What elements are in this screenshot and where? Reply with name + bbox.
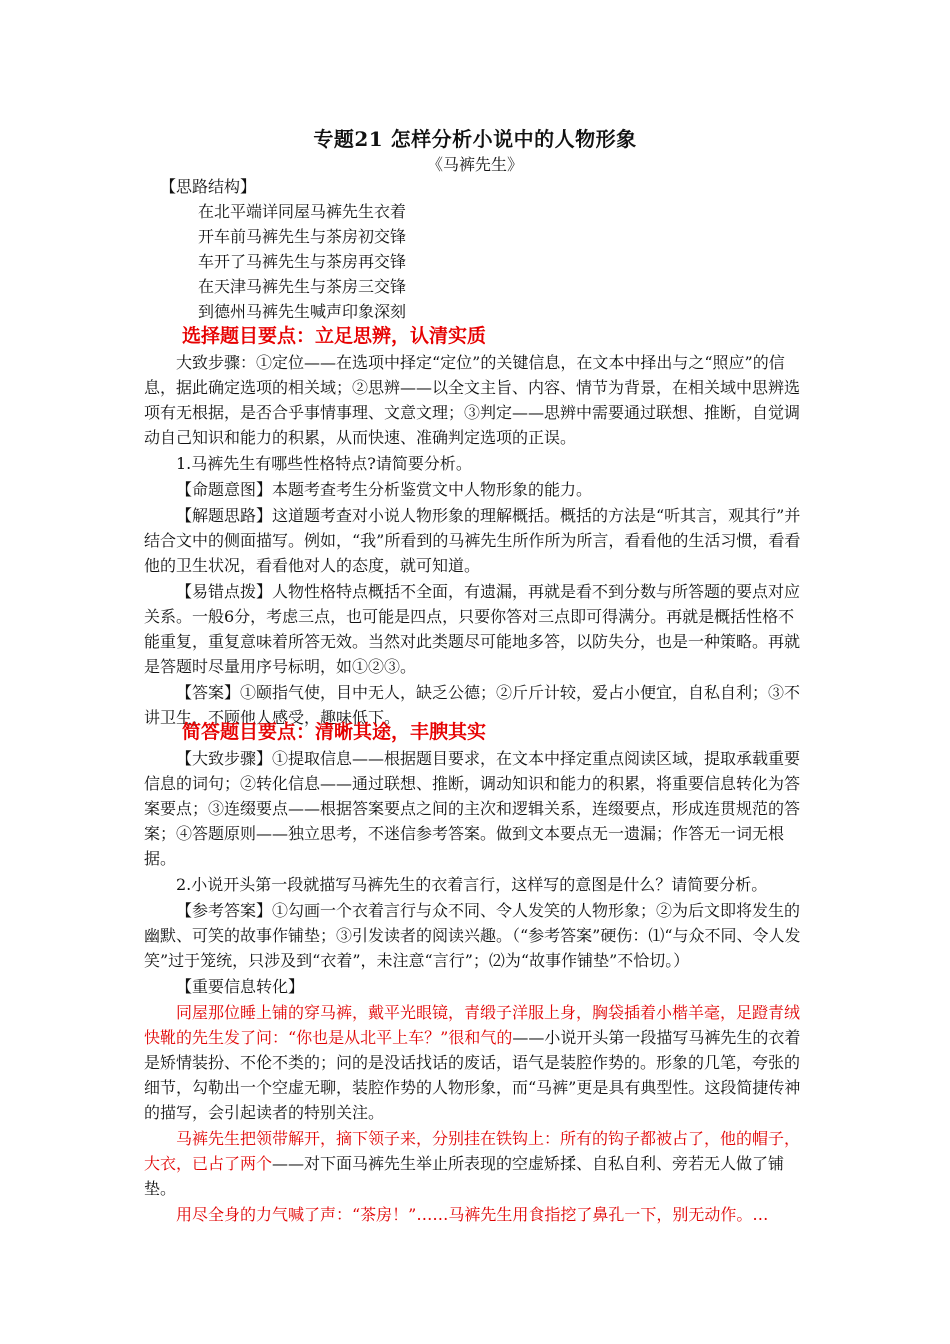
choice-section bbox=[144, 322, 808, 730]
quoted-text: 用尽全身的力气喊了声：“茶房！”……马裤先生用食指挖了鼻孔一下，别无动作。… bbox=[176, 1205, 769, 1224]
outline-item: 车开了马裤先生与茶房再交锋 bbox=[198, 252, 407, 271]
quoted-text: 同屋那位睡上铺的穿马裤，戴平光眼镜，青缎子洋服上身，胸袋插着小楷羊毫，足蹬青绒快靴的先生发了问：“你也是从北平上车？”很和气的 bbox=[144, 1003, 801, 1047]
key-info-label: 【重要信息转化】 bbox=[176, 977, 305, 996]
question-1: 1.马裤先生有哪些性格特点?请简要分析。 bbox=[176, 454, 472, 473]
choice-heading: 选择题目要点：立足思辨，认清实质 bbox=[182, 325, 487, 347]
key-info-paragraph-2 bbox=[144, 1126, 808, 1201]
short-answer-heading: 简答题目要点：清晰其途，丰腴其实 bbox=[182, 721, 487, 743]
outline-section bbox=[144, 174, 808, 324]
short-answer-section bbox=[144, 718, 808, 1227]
question-1-intent: 【命题意图】本题考查考生分析鉴赏文中人物形象的能力。 bbox=[176, 480, 593, 499]
short-answer-steps: 【大致步骤】①提取信息——根据题目要求，在文本中择定重点阅读区域，提取承载重要信息的词句；②转化信息——通过联想、推断，调动知识和能力的积累，将重要信息转化为答案要点；③连缀要点——根据答案要点之间的主次和逻辑关系，连缀要点，形成连贯规范的答案；④答题原则——独立思考，不迷信参考答案。做到文本要点无一遗漏；作答无一词无根据。 bbox=[144, 749, 801, 868]
analysis-text: ——对下面马裤先生举止所表现的空虚矫揉、自私自利、旁若无人做了铺垫。 bbox=[144, 1154, 785, 1198]
outline-label: 【思路结构】 bbox=[160, 177, 257, 196]
outline-item: 在天津马裤先生与茶房三交锋 bbox=[198, 277, 407, 296]
page-subtitle: 《马裤先生》 bbox=[426, 155, 523, 174]
question-1-pitfalls: 【易错点拨】人物性格特点概括不全面，有遗漏，再就是看不到分数与所答题的要点对应关系。一般6分，考虑三点，也可能是四点，只要你答对三点即可得满分。再就是概括性格不能重复，重复意味着所答无效。当然对此类题尽可能地多答，以防失分，也是一种策略。再就是答题时尽量用序号标明，如①②③。 bbox=[144, 582, 801, 676]
key-info-paragraph-1 bbox=[144, 1000, 808, 1125]
choice-steps: 大致步骤：①定位——在选项中择定“定位”的关键信息，在文本中择出与之“照应”的信息，据此确定选项的相关域；②思辨——以全文主旨、内容、情节为背景，在相关域中思辨选项有无根据，是否合乎事情事理、文意文理；③判定——思辨中需要通过联想、推断，自觉调动自己知识和能力的积累，从而快速、准确判定选项的正误。 bbox=[144, 353, 801, 447]
key-info-paragraph-3 bbox=[144, 1202, 808, 1227]
page-title: 专题21 怎样分析小说中的人物形象 bbox=[313, 127, 637, 151]
outline-item: 到德州马裤先生喊声印象深刻 bbox=[198, 302, 407, 321]
question-2-reference-answer: 【参考答案】①勾画一个衣着言行与众不同、令人发笑的人物形象；②为后文即将发生的幽默、可笑的故事作铺垫；③引发读者的阅读兴趣。（“参考答案”硬伤：⑴“与众不同、令人发笑”过于笼统，只涉及到“衣着”，未注意“言行”；⑵为“故事作铺垫”不恰切。） bbox=[144, 901, 801, 970]
question-1-answer: 【答案】①颐指气使，目中无人，缺乏公德；②斤斤计较，爱占小便宜，自私自利；③不讲卫生，不顾他人感受，趣味低下。 bbox=[144, 683, 801, 727]
outline-item: 开车前马裤先生与茶房初交锋 bbox=[198, 227, 407, 246]
question-2: 2.小说开头第一段就描写马裤先生的衣着言行，这样写的意图是什么？请简要分析。 bbox=[176, 875, 768, 894]
question-1-approach: 【解题思路】这道题考查对小说人物形象的理解概括。概括的方法是“听其言，观其行”并结合文中的侧面描写。例如，“我”所看到的马裤先生所作所为所言，看看他的生活习惯，看看他的卫生状况，看看他对人的态度，就可知道。 bbox=[144, 506, 801, 575]
outline-item: 在北平端详同屋马裤先生衣着 bbox=[198, 202, 407, 221]
analysis-text: ——小说开头第一段描写马裤先生的衣着是矫情装扮、不伦不类的；问的是没话找话的废话，语气是装腔作势的。形象的几笔，夸张的细节，勾勒出一个空虚无聊，装腔作势的人物形象，而“马裤”更是具有典型性。这段简捷传神的描写，会引起读者的特别关注。 bbox=[144, 1028, 801, 1122]
quoted-text: 马裤先生把领带解开，摘下领子来，分别挂在铁钩上：所有的钩子都被占了，他的帽子，大衣，已占了两个 bbox=[144, 1129, 801, 1173]
